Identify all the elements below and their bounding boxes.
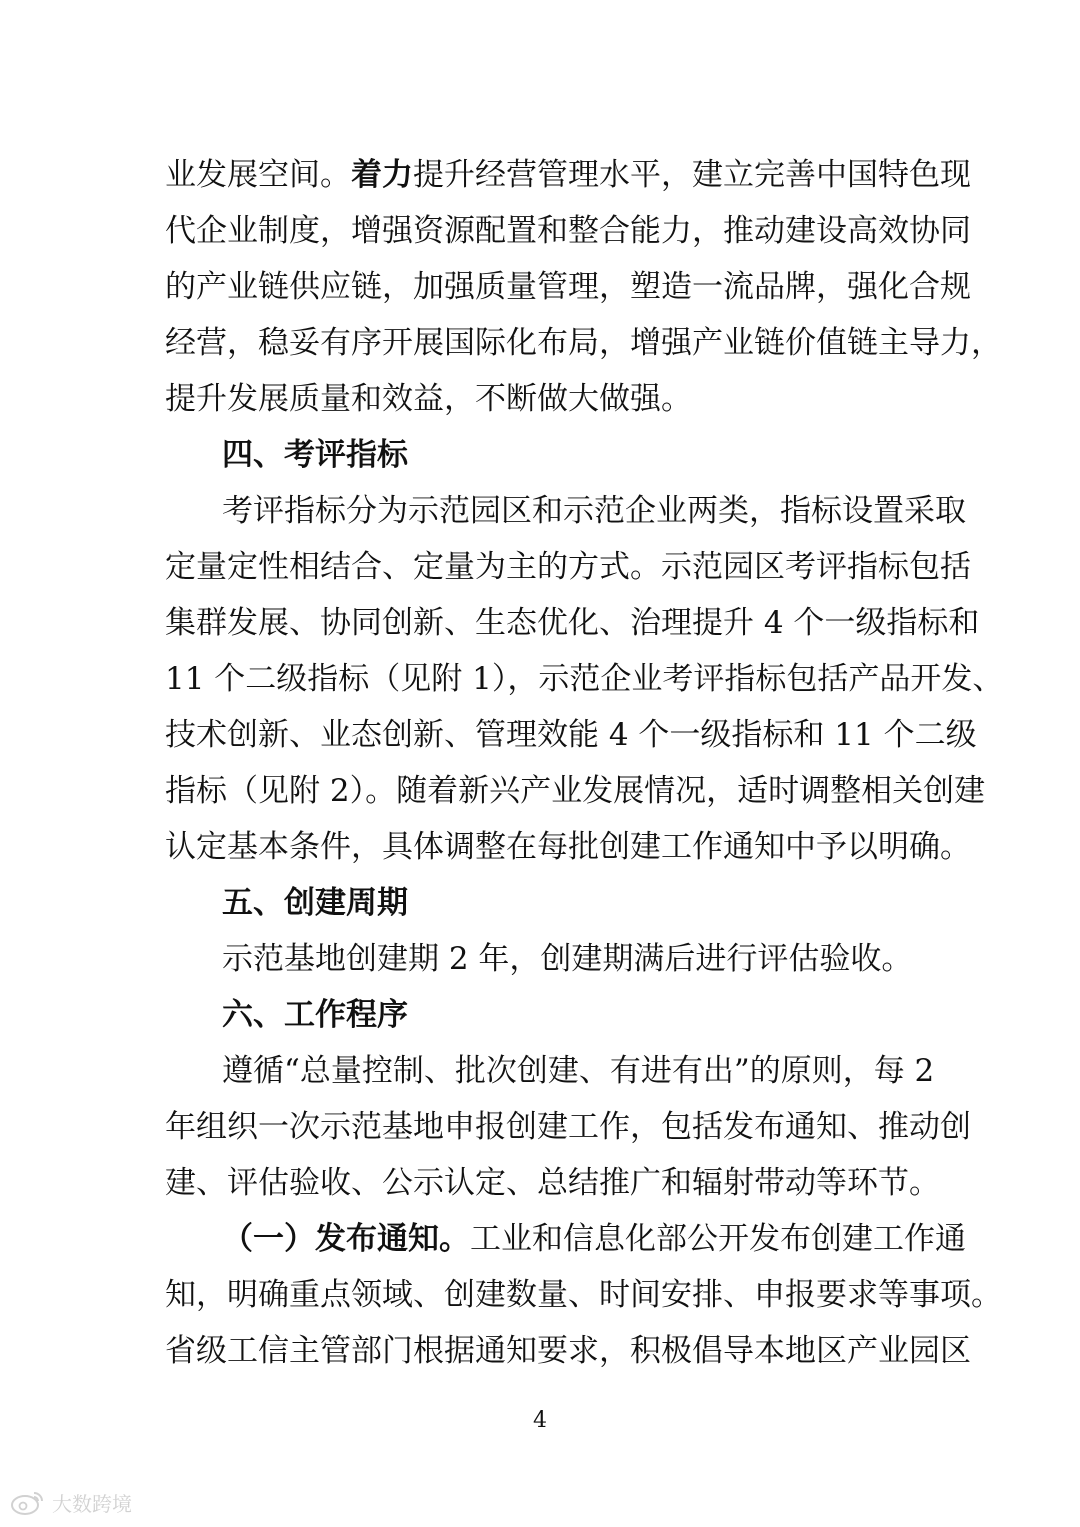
paragraph-line: 指标（见附 2）。随着新兴产业发展情况，适时调整相关创建 bbox=[165, 773, 986, 809]
paragraph-line: （一）发布通知。工业和信息化部公开发布创建工作通 bbox=[222, 1221, 966, 1257]
paragraph-line: 提升发展质量和效益，不断做大做强。 bbox=[165, 381, 692, 417]
paragraph-line: 经营，稳妥有序开展国际化布局，增强产业链价值链主导力， bbox=[165, 325, 1002, 361]
paragraph-line: 年组织一次示范基地申报创建工作，包括发布通知、推动创 bbox=[165, 1109, 971, 1145]
paragraph-line: 遵循“总量控制、批次创建、有进有出”的原则，每 2 bbox=[222, 1053, 935, 1089]
page-number: 4 bbox=[533, 1408, 547, 1433]
paragraph-line: 技术创新、业态创新、管理效能 4 个一级指标和 11 个二级 bbox=[165, 717, 977, 753]
watermark-text: 大数跨境 bbox=[52, 1491, 132, 1516]
watermark bbox=[10, 1487, 132, 1517]
section-heading: 四、考评指标 bbox=[222, 437, 408, 473]
paragraph-line: 认定基本条件，具体调整在每批创建工作通知中予以明确。 bbox=[165, 829, 971, 865]
weibo-logo-icon bbox=[10, 1489, 46, 1515]
paragraph-line: 代企业制度，增强资源配置和整合能力，推动建设高效协同 bbox=[165, 213, 971, 249]
section-heading: 五、创建周期 bbox=[222, 885, 408, 921]
subsection-label: （一）发布通知。 bbox=[222, 1221, 470, 1257]
paragraph-line: 知，明确重点领域、创建数量、时间安排、申报要求等事项。 bbox=[165, 1277, 1002, 1313]
bold-phrase: 着力 bbox=[351, 157, 413, 193]
section-heading: 六、工作程序 bbox=[222, 997, 408, 1033]
paragraph-line: 业发展空间。着力提升经营管理水平，建立完善中国特色现 bbox=[165, 157, 971, 193]
paragraph-line: 建、评估验收、公示认定、总结推广和辐射带动等环节。 bbox=[165, 1165, 940, 1201]
paragraph-line: 集群发展、协同创新、生态优化、治理提升 4 个一级指标和 bbox=[165, 605, 980, 641]
paragraph-line: 示范基地创建期 2 年，创建期满后进行评估验收。 bbox=[222, 941, 913, 977]
paragraph-line: 定量定性相结合、定量为主的方式。示范园区考评指标包括 bbox=[165, 549, 971, 585]
paragraph-line: 的产业链供应链，加强质量管理，塑造一流品牌，强化合规 bbox=[165, 269, 971, 305]
paragraph-line: 11 个二级指标（见附 1），示范企业考评指标包括产品开发、 bbox=[165, 661, 1004, 697]
paragraph-line: 考评指标分为示范园区和示范企业两类，指标设置采取 bbox=[222, 493, 966, 529]
paragraph-line: 省级工信主管部门根据通知要求，积极倡导本地区产业园区 bbox=[165, 1333, 971, 1369]
